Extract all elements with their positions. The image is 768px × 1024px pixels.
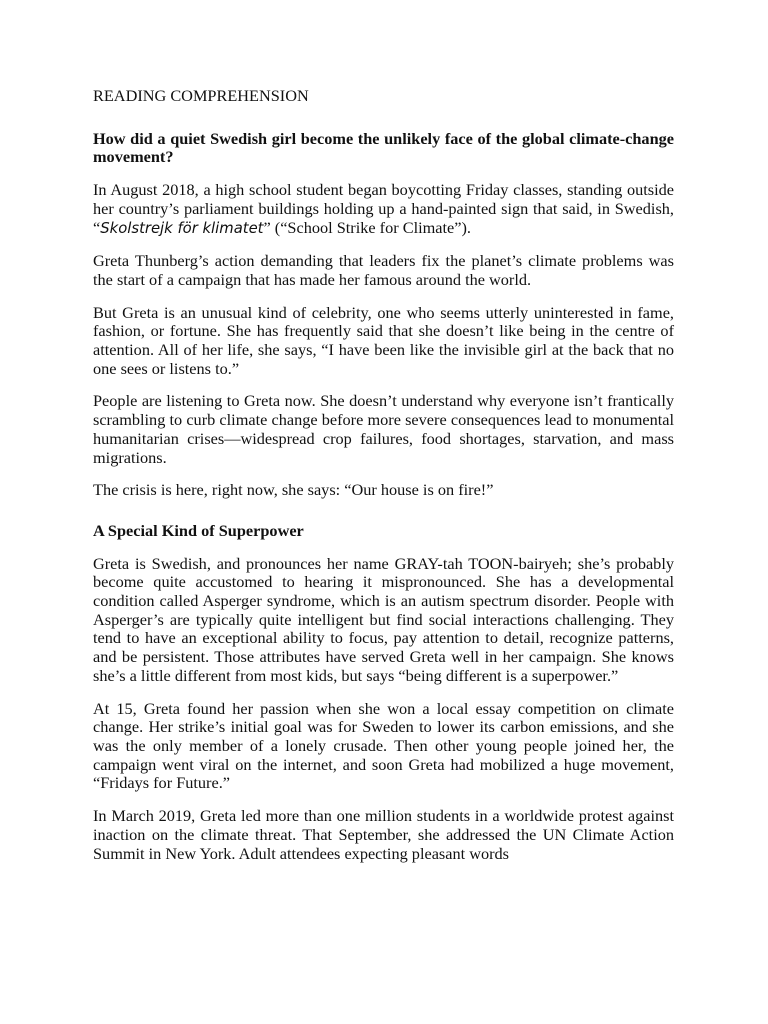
subheading: A Special Kind of Superpower (93, 520, 304, 540)
swedish-sign-text: Skolstrejk för klimatet (100, 219, 264, 237)
paragraph-5: The crisis is here, right now, she says: “Our house is on fire!” (93, 480, 494, 500)
paragraph-7: At 15, Greta found her passion when she won a local essay competition on climate change. Her strike’s initial goal was for Sweden to lower its carbon emissions, and she was the only member of a lonely crusade. Then other young people joined her, the campaign went viral on the internet, and soon Greta had mobilized a huge movement, “Fridays for Future.” (93, 698, 674, 793)
question-heading: How did a quiet Swedish girl become the unlikely face of the global climate-change movement? (93, 128, 674, 167)
paragraph-1-text-end: ” (“School Strike for Climate”). (263, 217, 472, 237)
paragraph-4: People are listening to Greta now. She doesn’t understand why everyone isn’t frantically scrambling to curb climate change before more severe consequences lead to monumental humanitarian crises—widespread crop failures, food shortages, starvation, and mass migrations. (93, 391, 674, 467)
paragraph-6: Greta is Swedish, and pronounces her name GRAY-tah TOON-bairyeh; she’s probably become quite accustomed to hearing it mispronounced. She has a developmental condition called Asperger syndrome, which is an autism spectrum disorder. People with Asperger’s are typically quite intelligent but find social interactions challenging. They tend to have an exceptional ability to focus, pay attention to detail, recognize patterns, and be persistent. Those attributes have served Greta well in her campaign. She knows she’s a little different from most kids, but says “being different is a superpower.” (93, 553, 674, 685)
section-label: READING COMPREHENSION (93, 86, 309, 105)
paragraph-1 (93, 181, 674, 238)
paragraph-8: In March 2019, Greta led more than one million students in a worldwide protest against inaction on the climate threat. That September, she addressed the UN Climate Action Summit in New York. Adult attendees expecting pleasant words (93, 806, 674, 863)
document-page (93, 87, 674, 877)
paragraph-2: Greta Thunberg’s action demanding that leaders fix the planet’s climate problems was the start of a campaign that has made her famous around the world. (93, 251, 674, 289)
paragraph-1-text: In August 2018, a high school student began boycotting Friday classes, standing outside her country’s parliament buildings holding up a hand-painted sign that said, in Swedish, “ (93, 180, 674, 237)
paragraph-3: But Greta is an unusual kind of celebrity, one who seems utterly uninterested in fame, fashion, or fortune. She has frequently said that she doesn’t like being in the centre of attention. All of her life, she says, “I have been like the invisible girl at the back that no one sees or listens to.” (93, 302, 674, 378)
